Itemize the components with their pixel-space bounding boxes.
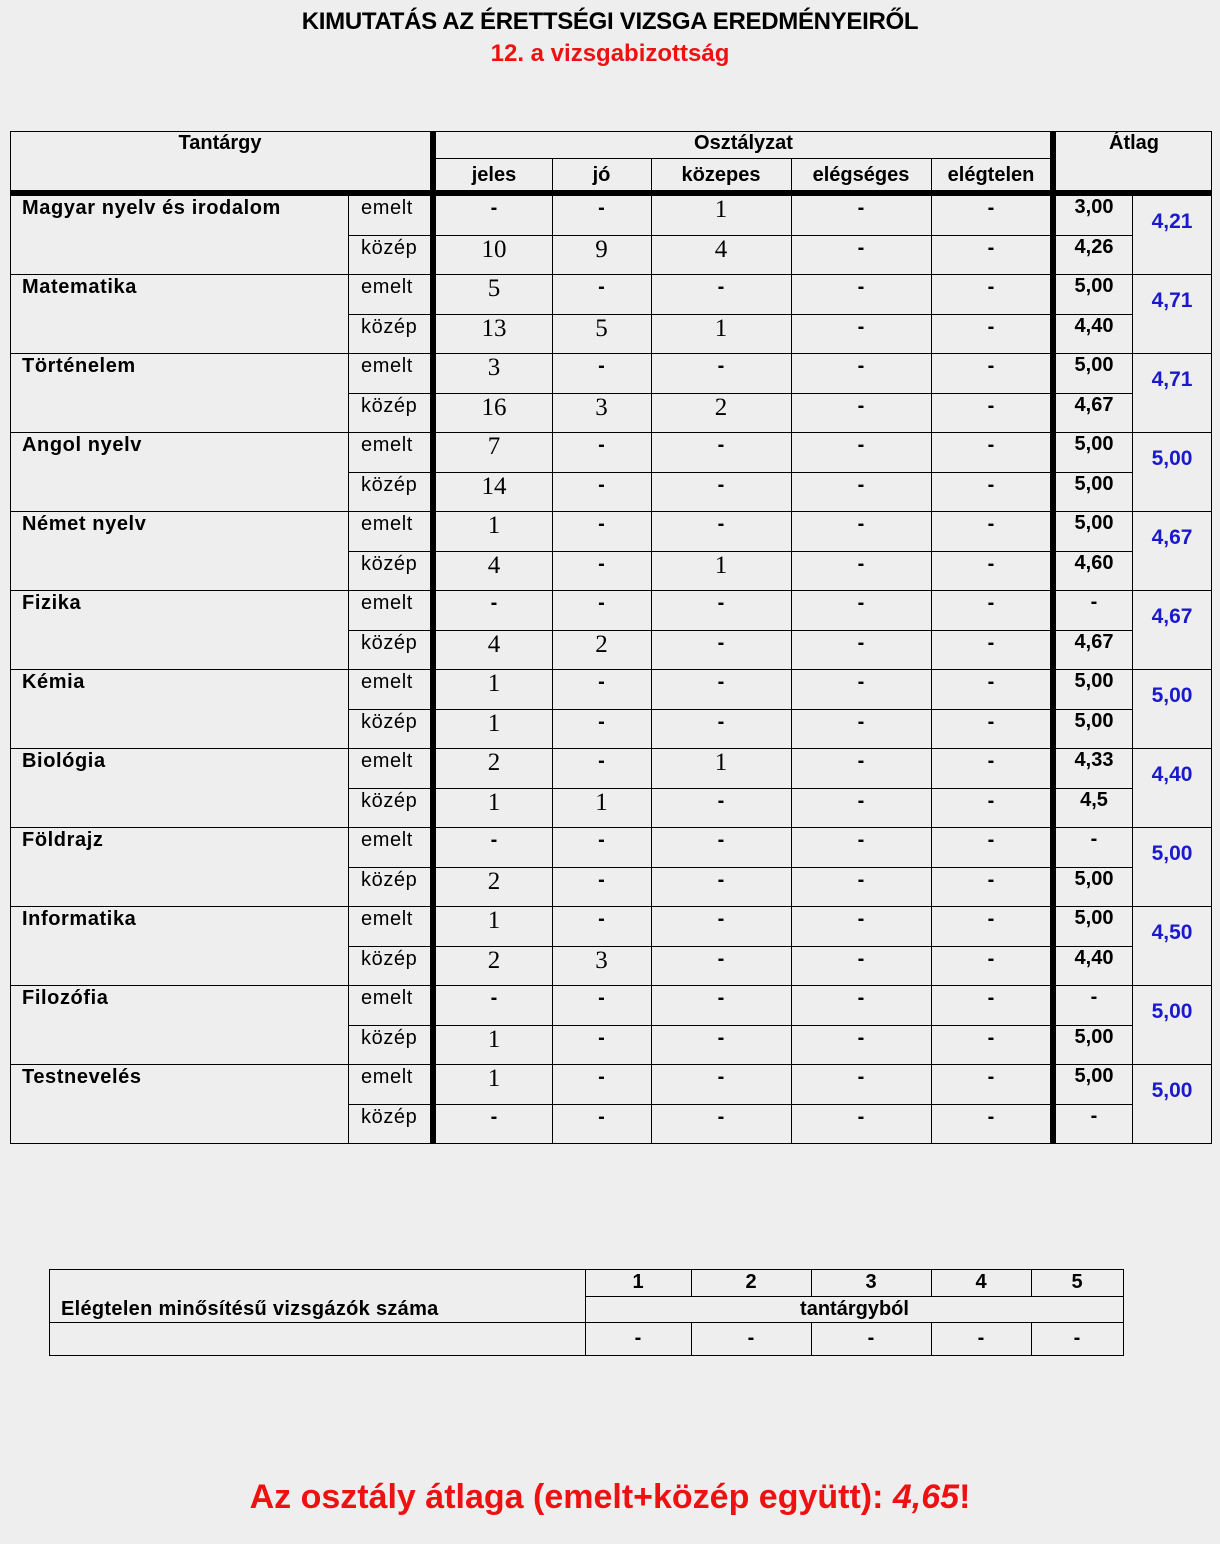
grade-count-kozep-elégtelen: - xyxy=(987,395,995,417)
grade-count-emelt-jeles: - xyxy=(490,592,498,614)
grade-count-kozep-jó: - xyxy=(598,474,605,496)
grade-count-kozep-elégséges: - xyxy=(857,316,865,338)
average-emelt: 5,00 xyxy=(1074,907,1114,929)
class-average-summary xyxy=(0,1478,1220,1517)
table-border-right xyxy=(1211,131,1212,1144)
grade-count-kozep-elégtelen: - xyxy=(987,948,995,970)
average-kozep: 5,00 xyxy=(1074,473,1114,495)
level-label-kozep: közép xyxy=(361,553,418,575)
grade-count-emelt-elégséges: - xyxy=(857,276,865,298)
average-kozep: 4,40 xyxy=(1074,947,1114,969)
level-label-emelt: emelt xyxy=(361,671,413,693)
grade-count-emelt-elégséges: - xyxy=(857,750,865,772)
grade-count-kozep-jó: - xyxy=(598,1027,605,1049)
grade-count-emelt-jeles: 1 xyxy=(487,907,501,934)
grade-count-kozep-közepes: - xyxy=(717,948,725,970)
failures-value-4: - xyxy=(977,1327,985,1349)
grade-count-kozep-jeles: 14 xyxy=(481,473,507,500)
grade-count-emelt-jó: - xyxy=(598,750,605,772)
header-subject: Tantárgy xyxy=(178,132,262,154)
grade-count-kozep-jó: 3 xyxy=(595,947,608,974)
subject-divider xyxy=(10,353,1212,354)
grade-count-kozep-elégtelen: - xyxy=(987,711,995,733)
grade-count-kozep-jó: 9 xyxy=(595,236,608,263)
average-kozep: - xyxy=(1090,1105,1098,1127)
subject-name: Német nyelv xyxy=(22,513,147,535)
failures-value-2: - xyxy=(747,1327,755,1349)
grade-count-kozep-elégséges: - xyxy=(857,632,865,654)
subject-name: Testnevelés xyxy=(22,1066,142,1088)
subject-name: Földrajz xyxy=(22,829,104,851)
level-label-emelt: emelt xyxy=(361,355,413,377)
header-grade-elegseges: elégséges xyxy=(812,164,910,186)
grade-count-emelt-elégséges: - xyxy=(857,829,865,851)
grade-count-emelt-elégtelen: - xyxy=(987,276,995,298)
grade-count-kozep-elégséges: - xyxy=(857,237,865,259)
grade-count-emelt-jeles: 1 xyxy=(487,1065,501,1092)
grade-count-kozep-jó: 3 xyxy=(595,394,608,421)
subject-total-average: 5,00 xyxy=(1151,1079,1193,1102)
grade-count-emelt-közepes: - xyxy=(717,987,725,1009)
subject-total-average: 4,40 xyxy=(1151,763,1193,786)
page-subtitle: 12. a vizsgabizottság xyxy=(490,40,730,67)
level-label-kozep: közép xyxy=(361,1027,418,1049)
subject-name: Magyar nyelv és irodalom xyxy=(22,197,281,219)
grade-count-kozep-jeles: 16 xyxy=(481,394,507,421)
grade-count-emelt-elégtelen: - xyxy=(987,197,995,219)
grade-count-kozep-közepes: - xyxy=(717,474,725,496)
header-grade-jo: jó xyxy=(592,164,611,186)
grade-count-kozep-jó: - xyxy=(598,553,605,575)
grade-count-emelt-közepes: 1 xyxy=(714,196,728,223)
average-kozep: 4,67 xyxy=(1074,394,1114,416)
grade-count-emelt-elégtelen: - xyxy=(987,1066,995,1088)
level-label-kozep: közép xyxy=(361,1106,418,1128)
failures-value-3: - xyxy=(867,1327,875,1349)
subject-total-average: 4,67 xyxy=(1151,605,1193,628)
subject-divider xyxy=(10,274,1212,275)
grade-count-emelt-elégtelen: - xyxy=(987,987,995,1009)
grade-count-emelt-jeles: 5 xyxy=(487,275,501,302)
grade-count-kozep-elégtelen: - xyxy=(987,553,995,575)
subject-total-average: 5,00 xyxy=(1151,447,1193,470)
grade-count-kozep-jó: 5 xyxy=(595,315,608,342)
subject-total-average: 4,71 xyxy=(1151,368,1193,391)
grade-count-kozep-elégtelen: - xyxy=(987,316,995,338)
grade-count-emelt-közepes: - xyxy=(717,592,725,614)
grade-count-emelt-elégséges: - xyxy=(857,197,865,219)
grade-count-kozep-jeles: 1 xyxy=(487,710,501,737)
header-grades: Osztályzat xyxy=(694,132,793,154)
level-label-emelt: emelt xyxy=(361,829,413,851)
subject-name: Matematika xyxy=(22,276,137,298)
grade-count-kozep-közepes: 4 xyxy=(714,236,728,263)
grade-count-emelt-elégtelen: - xyxy=(987,355,995,377)
grade-count-emelt-jeles: - xyxy=(490,829,498,851)
subject-divider xyxy=(10,511,1212,512)
level-label-emelt: emelt xyxy=(361,434,413,456)
grade-count-emelt-jeles: 1 xyxy=(487,670,501,697)
grade-count-kozep-közepes: 1 xyxy=(714,315,728,342)
header-thick-divider xyxy=(10,190,1212,196)
subject-divider xyxy=(10,1064,1212,1065)
grade-count-kozep-közepes: - xyxy=(717,711,725,733)
level-label-kozep: közép xyxy=(361,237,418,259)
grade-count-kozep-elégséges: - xyxy=(857,1106,865,1128)
level-label-kozep: közép xyxy=(361,948,418,970)
average-kozep: 4,40 xyxy=(1074,315,1114,337)
grade-count-emelt-jeles: 7 xyxy=(487,433,501,460)
average-emelt: 5,00 xyxy=(1074,670,1114,692)
level-label-emelt: emelt xyxy=(361,276,413,298)
grade-count-emelt-jó: - xyxy=(598,513,605,535)
grade-count-emelt-jó: - xyxy=(598,671,605,693)
failures-col-3: 3 xyxy=(865,1271,877,1293)
grade-count-kozep-közepes: - xyxy=(717,1027,725,1049)
header-grade-kozepes: közepes xyxy=(681,164,761,186)
subject-name: Történelem xyxy=(22,355,136,377)
grade-count-emelt-jó: - xyxy=(598,829,605,851)
failures-col-1: 1 xyxy=(632,1271,644,1293)
grade-count-emelt-elégséges: - xyxy=(857,908,865,930)
subject-name: Biológia xyxy=(22,750,106,772)
failures-col-4: 4 xyxy=(975,1271,987,1293)
average-emelt: 4,33 xyxy=(1074,749,1114,771)
level-label-kozep: közép xyxy=(361,711,418,733)
grade-count-emelt-közepes: - xyxy=(717,434,725,456)
average-kozep: 5,00 xyxy=(1074,1026,1114,1048)
grade-count-emelt-elégtelen: - xyxy=(987,513,995,535)
grade-count-emelt-elégtelen: - xyxy=(987,434,995,456)
grade-count-kozep-elégtelen: - xyxy=(987,790,995,812)
grade-count-kozep-elégtelen: - xyxy=(987,632,995,654)
grade-count-emelt-elégséges: - xyxy=(857,987,865,1009)
average-emelt: 5,00 xyxy=(1074,275,1114,297)
average-kozep: 4,5 xyxy=(1080,789,1108,811)
average-emelt: 5,00 xyxy=(1074,433,1114,455)
grade-count-kozep-elégséges: - xyxy=(857,1027,865,1049)
subject-total-average: 5,00 xyxy=(1151,1000,1193,1023)
results-table xyxy=(10,131,1212,1145)
grade-count-emelt-elégtelen: - xyxy=(987,908,995,930)
grade-count-emelt-elégtelen: - xyxy=(987,592,995,614)
average-emelt: 5,00 xyxy=(1074,512,1114,534)
subject-divider xyxy=(10,432,1212,433)
header-divider xyxy=(436,158,1051,159)
subject-divider xyxy=(10,748,1212,749)
grade-count-emelt-közepes: - xyxy=(717,829,725,851)
class-average-suffix: ! xyxy=(959,1478,971,1516)
table-border-bottom xyxy=(10,1143,1212,1144)
subject-name: Informatika xyxy=(22,908,137,930)
grade-count-emelt-közepes: - xyxy=(717,671,725,693)
subject-total-average: 4,67 xyxy=(1151,526,1193,549)
average-kozep: 4,26 xyxy=(1074,236,1114,258)
grade-count-kozep-jeles: 4 xyxy=(487,552,501,579)
subject-total-average: 5,00 xyxy=(1151,684,1193,707)
level-label-emelt: emelt xyxy=(361,513,413,535)
subject-divider xyxy=(10,985,1212,986)
grade-count-emelt-elégséges: - xyxy=(857,434,865,456)
subject-divider xyxy=(10,590,1212,591)
subject-divider xyxy=(10,669,1212,670)
level-label-kozep: közép xyxy=(361,316,418,338)
subject-divider xyxy=(10,906,1212,907)
grade-count-kozep-elégséges: - xyxy=(857,711,865,733)
average-emelt: - xyxy=(1090,828,1098,850)
grade-count-kozep-közepes: - xyxy=(717,790,725,812)
grade-count-kozep-elégtelen: - xyxy=(987,474,995,496)
average-emelt: 3,00 xyxy=(1074,196,1114,218)
grade-count-emelt-jeles: 2 xyxy=(487,749,501,776)
grade-count-emelt-közepes: - xyxy=(717,908,725,930)
subject-total-average: 5,00 xyxy=(1151,842,1193,865)
failures-col-5: 5 xyxy=(1071,1271,1083,1293)
grade-count-kozep-elégséges: - xyxy=(857,395,865,417)
header-grade-elegtelen: elégtelen xyxy=(947,164,1035,186)
failures-value-1: - xyxy=(634,1327,642,1349)
grade-count-kozep-jeles: 2 xyxy=(487,947,501,974)
grade-count-emelt-jó: - xyxy=(598,987,605,1009)
level-label-emelt: emelt xyxy=(361,1066,413,1088)
grade-count-kozep-jeles: 2 xyxy=(487,868,501,895)
grade-count-kozep-jeles: 1 xyxy=(487,789,501,816)
grade-count-kozep-jó: - xyxy=(598,711,605,733)
level-label-emelt: emelt xyxy=(361,987,413,1009)
grade-count-emelt-jó: - xyxy=(598,908,605,930)
grade-count-emelt-elégséges: - xyxy=(857,671,865,693)
grade-count-kozep-elégtelen: - xyxy=(987,237,995,259)
subject-total-average: 4,50 xyxy=(1151,921,1193,944)
average-emelt: 5,00 xyxy=(1074,1065,1114,1087)
grade-count-kozep-közepes: - xyxy=(717,632,725,654)
table-border-left xyxy=(10,131,11,1144)
grade-count-kozep-jó: 2 xyxy=(595,631,608,658)
grade-count-emelt-jó: - xyxy=(598,1066,605,1088)
grade-count-emelt-jeles: 3 xyxy=(487,354,501,381)
page-title: KIMUTATÁS AZ ÉRETTSÉGI VIZSGA EREDMÉNYEIRŐL xyxy=(301,8,919,35)
grade-count-emelt-jó: - xyxy=(598,434,605,456)
average-emelt: 5,00 xyxy=(1074,354,1114,376)
grade-count-emelt-elégtelen: - xyxy=(987,829,995,851)
subject-name: Fizika xyxy=(22,592,82,614)
failures-value-5: - xyxy=(1073,1327,1081,1349)
level-label-kozep: közép xyxy=(361,395,418,417)
average-emelt: - xyxy=(1090,986,1098,1008)
header-grade-jeles: jeles xyxy=(471,164,517,186)
average-emelt: - xyxy=(1090,591,1098,613)
header-average: Átlag xyxy=(1109,132,1159,154)
grade-count-emelt-elégséges: - xyxy=(857,355,865,377)
grade-count-emelt-közepes: - xyxy=(717,1066,725,1088)
level-label-kozep: közép xyxy=(361,474,418,496)
grade-count-emelt-jó: - xyxy=(598,592,605,614)
level-label-emelt: emelt xyxy=(361,197,413,219)
grade-count-kozep-közepes: - xyxy=(717,869,725,891)
subject-name: Angol nyelv xyxy=(22,434,142,456)
grade-count-kozep-jeles: 4 xyxy=(487,631,501,658)
grade-count-emelt-elégséges: - xyxy=(857,513,865,535)
grade-count-emelt-elégséges: - xyxy=(857,1066,865,1088)
grade-count-kozep-jeles: 1 xyxy=(487,1026,501,1053)
grade-count-kozep-közepes: 2 xyxy=(714,394,728,421)
grade-count-emelt-jeles: - xyxy=(490,197,498,219)
subject-total-average: 4,21 xyxy=(1151,210,1193,233)
subject-divider xyxy=(10,827,1212,828)
class-average-value: 4,65 xyxy=(892,1478,960,1516)
grade-count-emelt-elégséges: - xyxy=(857,592,865,614)
subject-total-average: 4,71 xyxy=(1151,289,1193,312)
failures-table xyxy=(49,1269,1124,1356)
grade-count-kozep-elégséges: - xyxy=(857,948,865,970)
grade-count-emelt-közepes: - xyxy=(717,276,725,298)
grade-count-kozep-jeles: - xyxy=(490,1106,498,1128)
grade-count-emelt-elégtelen: - xyxy=(987,671,995,693)
average-kozep: 5,00 xyxy=(1074,868,1114,890)
grade-count-kozep-jeles: 10 xyxy=(481,236,507,263)
failures-span-label: tantárgyból xyxy=(800,1298,909,1320)
level-label-emelt: emelt xyxy=(361,908,413,930)
grade-count-emelt-jó: - xyxy=(598,276,605,298)
grade-count-emelt-elégtelen: - xyxy=(987,750,995,772)
grade-count-emelt-jeles: 1 xyxy=(487,512,501,539)
grade-count-emelt-jeles: - xyxy=(490,987,498,1009)
grade-count-kozep-elégséges: - xyxy=(857,869,865,891)
grade-count-emelt-közepes: - xyxy=(717,355,725,377)
class-average-label: Az osztály átlaga (emelt+közép együtt): xyxy=(249,1478,893,1516)
grade-count-kozep-közepes: 1 xyxy=(714,552,728,579)
grade-count-kozep-elégtelen: - xyxy=(987,1027,995,1049)
grade-count-kozep-elégséges: - xyxy=(857,474,865,496)
grade-count-kozep-jó: 1 xyxy=(595,789,608,816)
level-label-kozep: közép xyxy=(361,869,418,891)
failures-row-label: Elégtelen minősítésű vizsgázók száma xyxy=(61,1298,439,1320)
level-label-kozep: közép xyxy=(361,632,418,654)
grade-count-kozep-jeles: 13 xyxy=(481,315,507,342)
grade-count-kozep-jó: - xyxy=(598,1106,605,1128)
average-kozep: 4,67 xyxy=(1074,631,1114,653)
grade-count-kozep-jó: - xyxy=(598,869,605,891)
level-label-emelt: emelt xyxy=(361,592,413,614)
grade-count-emelt-közepes: - xyxy=(717,513,725,535)
subject-name: Filozófia xyxy=(22,987,109,1009)
grade-count-emelt-jó: - xyxy=(598,197,605,219)
grade-count-kozep-elégtelen: - xyxy=(987,869,995,891)
grade-count-kozep-közepes: - xyxy=(717,1106,725,1128)
grade-count-emelt-jó: - xyxy=(598,355,605,377)
grade-count-emelt-közepes: 1 xyxy=(714,749,728,776)
level-label-emelt: emelt xyxy=(361,750,413,772)
average-kozep: 4,60 xyxy=(1074,552,1114,574)
grade-count-kozep-elégséges: - xyxy=(857,790,865,812)
level-label-kozep: közép xyxy=(361,790,418,812)
table-border-top xyxy=(10,131,1212,132)
level-divider xyxy=(348,1104,1132,1105)
subject-name: Kémia xyxy=(22,671,86,693)
average-kozep: 5,00 xyxy=(1074,710,1114,732)
grade-count-kozep-elégtelen: - xyxy=(987,1106,995,1128)
grade-count-kozep-elégséges: - xyxy=(857,553,865,575)
failures-col-2: 2 xyxy=(745,1271,757,1293)
